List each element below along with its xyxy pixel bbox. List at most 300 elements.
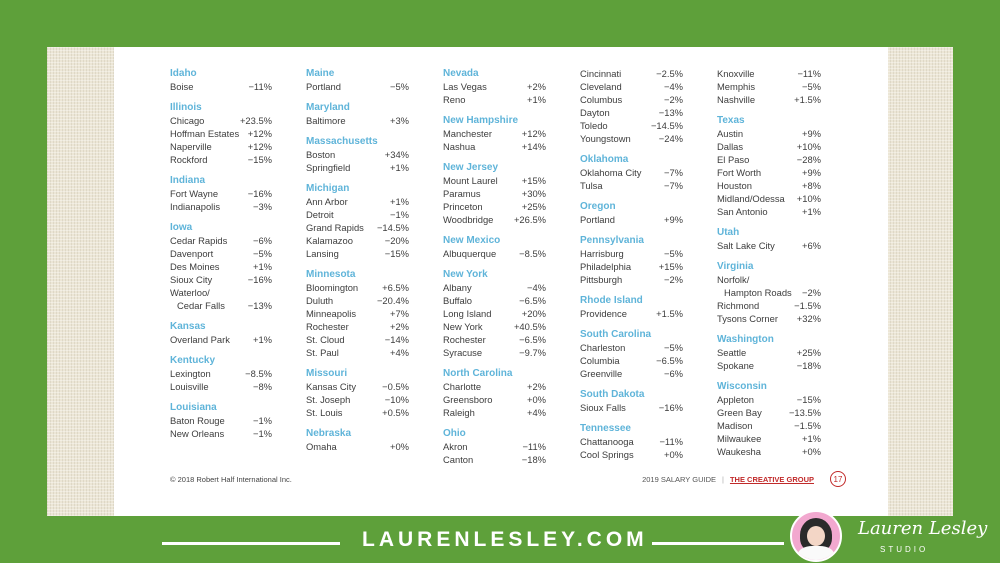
city-row <box>443 187 546 200</box>
state-heading: New Hampshire <box>443 115 519 126</box>
salary-change: +1% <box>252 261 272 272</box>
city-name: Chattanooga <box>580 436 634 447</box>
city-row <box>717 140 821 153</box>
city-name: Youngstown <box>580 133 631 144</box>
city-name: Syracuse <box>443 347 483 358</box>
state-heading: Kansas <box>170 321 206 332</box>
salary-change: −11% <box>659 436 683 447</box>
city-row <box>580 132 683 145</box>
avatar <box>790 510 842 562</box>
city-row <box>717 346 821 359</box>
city-name: Naperville <box>170 141 212 152</box>
city-name: Davenport <box>170 248 214 259</box>
city-name: Albany <box>443 282 472 293</box>
salary-change: +34% <box>384 149 409 160</box>
city-row <box>306 320 409 333</box>
salary-change: −11% <box>248 81 272 92</box>
city-name: Cedar Rapids <box>170 235 228 246</box>
state-heading: Washington <box>717 334 774 345</box>
city-row <box>443 393 546 406</box>
city-name: Boise <box>170 81 194 92</box>
city-row <box>717 166 821 179</box>
state-heading: Missouri <box>306 368 348 379</box>
salary-change: +7% <box>389 308 409 319</box>
city-name: Charlotte <box>443 381 482 392</box>
city-name: Harrisburg <box>580 248 624 259</box>
salary-change: −11% <box>797 68 821 79</box>
city-row <box>306 281 409 294</box>
city-name: Toledo <box>580 120 608 131</box>
city-name: Philadelphia <box>580 261 632 272</box>
city-row <box>443 127 546 140</box>
city-name: Mount Laurel <box>443 175 498 186</box>
city-row <box>170 187 272 200</box>
site-url[interactable]: LAURENLESLEY.COM <box>362 528 648 551</box>
city-name: Seattle <box>717 347 747 358</box>
city-name: Fort Wayne <box>170 188 219 199</box>
city-row <box>580 260 683 273</box>
salary-change: −4% <box>526 282 546 293</box>
city-name: Greenville <box>580 368 623 379</box>
salary-change: −6% <box>252 235 272 246</box>
salary-change: −6% <box>663 368 683 379</box>
salary-change: −8.5% <box>519 248 546 259</box>
page-footer <box>642 471 846 487</box>
salary-change: +25% <box>521 201 546 212</box>
city-row <box>443 281 546 294</box>
city-name: Woodbridge <box>443 214 494 225</box>
city-name: Midland/Odessa <box>717 193 785 204</box>
city-name: Cool Springs <box>580 449 634 460</box>
city-row <box>306 307 409 320</box>
salary-change: −2% <box>801 287 821 298</box>
city-name: Madison <box>717 420 753 431</box>
salary-change: +23.5% <box>239 115 272 126</box>
salary-change: +0% <box>663 449 683 460</box>
city-name: Princeton <box>443 201 483 212</box>
city-name: Manchester <box>443 128 492 139</box>
city-row <box>443 406 546 419</box>
city-row <box>306 247 409 260</box>
city-row <box>580 435 683 448</box>
salary-change: −14.5% <box>650 120 683 131</box>
city-name: Dallas <box>717 141 744 152</box>
salary-change: −13% <box>658 107 683 118</box>
salary-change: −6.5% <box>519 334 546 345</box>
salary-change: +2% <box>526 81 546 92</box>
salary-change: +9% <box>663 214 683 225</box>
salary-change: −9.7% <box>519 347 546 358</box>
city-row <box>717 359 821 372</box>
state-heading: Michigan <box>306 183 350 194</box>
state-heading: Utah <box>717 227 740 238</box>
salary-change: −24% <box>658 133 683 144</box>
city-name: Bloomington <box>306 282 359 293</box>
guide-title: 2019 SALARY GUIDE <box>642 474 716 484</box>
state-heading: Idaho <box>170 68 197 79</box>
city-row <box>580 213 683 226</box>
city-row <box>717 273 821 286</box>
salary-change: −16% <box>247 274 272 285</box>
state-heading: South Dakota <box>580 389 645 400</box>
city-name: New York <box>443 321 483 332</box>
city-name: Baton Rouge <box>170 415 225 426</box>
city-row <box>306 161 409 174</box>
salary-change: −11% <box>522 441 546 452</box>
salary-change: +15% <box>658 261 683 272</box>
salary-change: −18% <box>521 454 546 465</box>
city-name: Columbus <box>580 94 623 105</box>
salary-change: +1% <box>389 196 409 207</box>
city-name: Pittsburgh <box>580 274 623 285</box>
city-row <box>717 153 821 166</box>
salary-change: +12% <box>247 128 272 139</box>
salary-change: −1.5% <box>794 300 821 311</box>
salary-change: +25% <box>796 347 821 358</box>
city-name: El Paso <box>717 154 750 165</box>
city-name: Dayton <box>580 107 610 118</box>
salary-change: −1% <box>252 428 272 439</box>
city-name: Akron <box>443 441 468 452</box>
salary-change: +9% <box>801 128 821 139</box>
right-divider <box>652 542 784 545</box>
salary-change: +3% <box>389 115 409 126</box>
footer-separator: | <box>722 474 724 484</box>
state-heading: Maryland <box>306 102 350 113</box>
salary-change: −18% <box>796 360 821 371</box>
avatar-face <box>807 526 825 546</box>
city-name: Indianapolis <box>170 201 221 212</box>
city-name: Greensboro <box>443 394 493 405</box>
salary-change: +2% <box>389 321 409 332</box>
city-row <box>306 294 409 307</box>
salary-change: −14.5% <box>376 222 409 233</box>
city-row <box>717 432 821 445</box>
salary-change: −3% <box>252 201 272 212</box>
city-row <box>170 234 272 247</box>
brand-link[interactable]: THE CREATIVE GROUP <box>729 474 814 484</box>
salary-change: −15% <box>796 394 821 405</box>
state-heading: Maine <box>306 68 335 79</box>
city-row <box>717 286 821 299</box>
salary-change: −14% <box>384 334 409 345</box>
city-name: St. Cloud <box>306 334 345 345</box>
city-name: Lansing <box>306 248 339 259</box>
salary-change: +30% <box>521 188 546 199</box>
salary-change: −8% <box>252 381 272 392</box>
city-row <box>170 153 272 166</box>
salary-change: +40.5% <box>513 321 546 332</box>
logo-script: Lauren Lesley <box>858 518 988 539</box>
salary-change: +6.5% <box>382 282 409 293</box>
city-name: Knoxville <box>717 68 755 79</box>
salary-change: +0% <box>526 394 546 405</box>
salary-change: +0% <box>389 441 409 452</box>
city-row <box>717 239 821 252</box>
city-row <box>580 247 683 260</box>
city-name: Providence <box>580 308 627 319</box>
city-row <box>443 80 546 93</box>
city-row <box>170 80 272 93</box>
city-name: Tysons Corner <box>717 313 778 324</box>
city-name: Cedar Falls <box>177 300 225 311</box>
city-name: Reno <box>443 94 466 105</box>
city-row <box>306 393 409 406</box>
state-heading: Virginia <box>717 261 754 272</box>
city-row <box>306 406 409 419</box>
city-name: Nashville <box>717 94 756 105</box>
column-1 <box>170 67 272 440</box>
salary-change: +14% <box>521 141 546 152</box>
city-row <box>580 273 683 286</box>
logo-studio: STUDIO <box>880 545 929 554</box>
city-row <box>170 286 272 299</box>
city-row <box>306 195 409 208</box>
city-name: Kalamazoo <box>306 235 353 246</box>
city-row <box>306 440 409 453</box>
salary-change: +4% <box>526 407 546 418</box>
state-heading: Pennsylvania <box>580 235 644 246</box>
salary-change: +8% <box>801 180 821 191</box>
city-row <box>443 200 546 213</box>
city-row <box>170 333 272 346</box>
city-name: Springfield <box>306 162 351 173</box>
salary-change <box>817 273 821 286</box>
city-row <box>170 247 272 260</box>
city-row <box>717 127 821 140</box>
city-row <box>443 174 546 187</box>
salary-change: −10% <box>384 394 409 405</box>
state-heading: Ohio <box>443 428 466 439</box>
salary-change: +9% <box>801 167 821 178</box>
city-name: Chicago <box>170 115 205 126</box>
city-name: Hampton Roads <box>724 287 792 298</box>
city-name: Las Vegas <box>443 81 487 92</box>
city-row <box>580 341 683 354</box>
state-heading: Minnesota <box>306 269 356 280</box>
city-row <box>170 127 272 140</box>
city-row <box>170 367 272 380</box>
salary-change: +1% <box>801 206 821 217</box>
state-heading: New Jersey <box>443 162 499 173</box>
city-row <box>717 192 821 205</box>
city-row <box>580 166 683 179</box>
city-columns <box>170 67 870 465</box>
salary-change: +20% <box>521 308 546 319</box>
city-name: Long Island <box>443 308 492 319</box>
salary-change: −13% <box>247 300 272 311</box>
salary-change: +26.5% <box>513 214 546 225</box>
column-3 <box>443 67 546 466</box>
city-name: Salt Lake City <box>717 240 775 251</box>
state-heading: Kentucky <box>170 355 216 366</box>
left-divider <box>162 542 340 545</box>
salary-change: +12% <box>247 141 272 152</box>
city-name: Hoffman Estates <box>170 128 240 139</box>
city-name: Kansas City <box>306 381 357 392</box>
salary-change: −2% <box>663 94 683 105</box>
salary-change: −4% <box>663 81 683 92</box>
city-name: Cincinnati <box>580 68 622 79</box>
city-row <box>306 208 409 221</box>
salary-change: −5% <box>663 342 683 353</box>
city-name: Des Moines <box>170 261 220 272</box>
city-row <box>170 380 272 393</box>
salary-change: −16% <box>247 188 272 199</box>
salary-change: −7% <box>663 167 683 178</box>
city-row <box>443 307 546 320</box>
salary-change: −0.5% <box>382 381 409 392</box>
city-name: Louisville <box>170 381 209 392</box>
city-name: Oklahoma City <box>580 167 642 178</box>
copyright: © 2018 Robert Half International Inc. <box>170 475 292 484</box>
city-name: Sioux Falls <box>580 402 626 413</box>
city-row <box>306 148 409 161</box>
city-name: Waterloo/ <box>170 287 210 298</box>
state-heading: Indiana <box>170 175 206 186</box>
city-name: Charleston <box>580 342 626 353</box>
city-name: Norfolk/ <box>717 274 750 285</box>
city-row <box>306 114 409 127</box>
city-name: Portland <box>580 214 615 225</box>
city-name: New Orleans <box>170 428 225 439</box>
salary-change: −1% <box>252 415 272 426</box>
city-name: Lexington <box>170 368 211 379</box>
salary-change: −15% <box>247 154 272 165</box>
salary-change: +0.5% <box>382 407 409 418</box>
city-row <box>717 205 821 218</box>
state-heading: Tennessee <box>580 423 631 434</box>
state-heading: Oregon <box>580 201 616 212</box>
city-name: Appleton <box>717 394 755 405</box>
salary-change: +10% <box>796 193 821 204</box>
city-row <box>580 93 683 106</box>
state-heading: Illinois <box>170 102 202 113</box>
city-name: Raleigh <box>443 407 475 418</box>
city-name: Memphis <box>717 81 756 92</box>
city-name: St. Joseph <box>306 394 351 405</box>
city-row <box>717 393 821 406</box>
salary-change: −5% <box>663 248 683 259</box>
salary-change: +1% <box>389 162 409 173</box>
city-name: Minneapolis <box>306 308 357 319</box>
salary-change: +1% <box>526 94 546 105</box>
city-row <box>443 294 546 307</box>
salary-change: −2.5% <box>656 68 683 79</box>
city-name: Paramus <box>443 188 481 199</box>
salary-change: −5% <box>801 81 821 92</box>
city-name: Grand Rapids <box>306 222 364 233</box>
city-name: Detroit <box>306 209 334 220</box>
city-row <box>580 119 683 132</box>
city-row <box>306 234 409 247</box>
city-row <box>580 401 683 414</box>
city-row <box>170 114 272 127</box>
salary-change: −6.5% <box>656 355 683 366</box>
column-5 <box>717 67 821 458</box>
page-number: 17 <box>830 471 846 487</box>
state-heading: Nevada <box>443 68 479 79</box>
salary-change: −5% <box>389 81 409 92</box>
city-name: Cleveland <box>580 81 622 92</box>
salary-change: −1% <box>389 209 409 220</box>
city-row <box>580 307 683 320</box>
city-name: Duluth <box>306 295 334 306</box>
city-row <box>443 440 546 453</box>
salary-change: −20.4% <box>376 295 409 306</box>
city-row <box>717 179 821 192</box>
city-row <box>580 179 683 192</box>
avatar-shirt <box>798 546 834 562</box>
salary-change: +15% <box>521 175 546 186</box>
city-row <box>717 406 821 419</box>
state-heading: Nebraska <box>306 428 352 439</box>
city-name: Milwaukee <box>717 433 762 444</box>
salary-change: −13.5% <box>788 407 821 418</box>
state-heading: Massachusetts <box>306 136 378 147</box>
city-name: Overland Park <box>170 334 230 345</box>
column-4 <box>580 67 683 461</box>
salary-change: −28% <box>796 154 821 165</box>
city-row <box>306 333 409 346</box>
state-heading: Wisconsin <box>717 381 767 392</box>
city-name: Fort Worth <box>717 167 762 178</box>
city-name: St. Paul <box>306 347 339 358</box>
state-heading: New York <box>443 269 488 280</box>
city-row <box>580 67 683 80</box>
city-row <box>170 427 272 440</box>
city-name: Albuquerque <box>443 248 497 259</box>
salary-change: +32% <box>796 313 821 324</box>
state-heading: Iowa <box>170 222 193 233</box>
city-row <box>306 221 409 234</box>
salary-change: +1.5% <box>656 308 683 319</box>
city-name: Boston <box>306 149 336 160</box>
city-row <box>443 453 546 466</box>
city-name: Ann Arbor <box>306 196 348 207</box>
state-heading: Oklahoma <box>580 154 629 165</box>
city-row <box>717 67 821 80</box>
city-name: Spokane <box>717 360 755 371</box>
city-name: Portland <box>306 81 341 92</box>
city-name: Canton <box>443 454 474 465</box>
city-name: Rockford <box>170 154 208 165</box>
salary-change: +6% <box>801 240 821 251</box>
state-heading: South Carolina <box>580 329 652 340</box>
city-row <box>170 260 272 273</box>
city-row <box>170 140 272 153</box>
salary-change: −2% <box>663 274 683 285</box>
salary-change: −8.5% <box>245 368 272 379</box>
state-heading: North Carolina <box>443 368 513 379</box>
city-row <box>580 367 683 380</box>
salary-change: −6.5% <box>519 295 546 306</box>
city-name: Austin <box>717 128 744 139</box>
state-heading: Rhode Island <box>580 295 643 306</box>
salary-change <box>268 286 272 299</box>
city-row <box>306 346 409 359</box>
salary-change: +1% <box>252 334 272 345</box>
salary-change: −7% <box>663 180 683 191</box>
state-heading: Louisiana <box>170 402 217 413</box>
city-row <box>443 320 546 333</box>
city-row <box>443 333 546 346</box>
salary-change: −15% <box>384 248 409 259</box>
city-row <box>306 80 409 93</box>
city-row <box>717 445 821 458</box>
salary-change: +2% <box>526 381 546 392</box>
city-row <box>443 346 546 359</box>
